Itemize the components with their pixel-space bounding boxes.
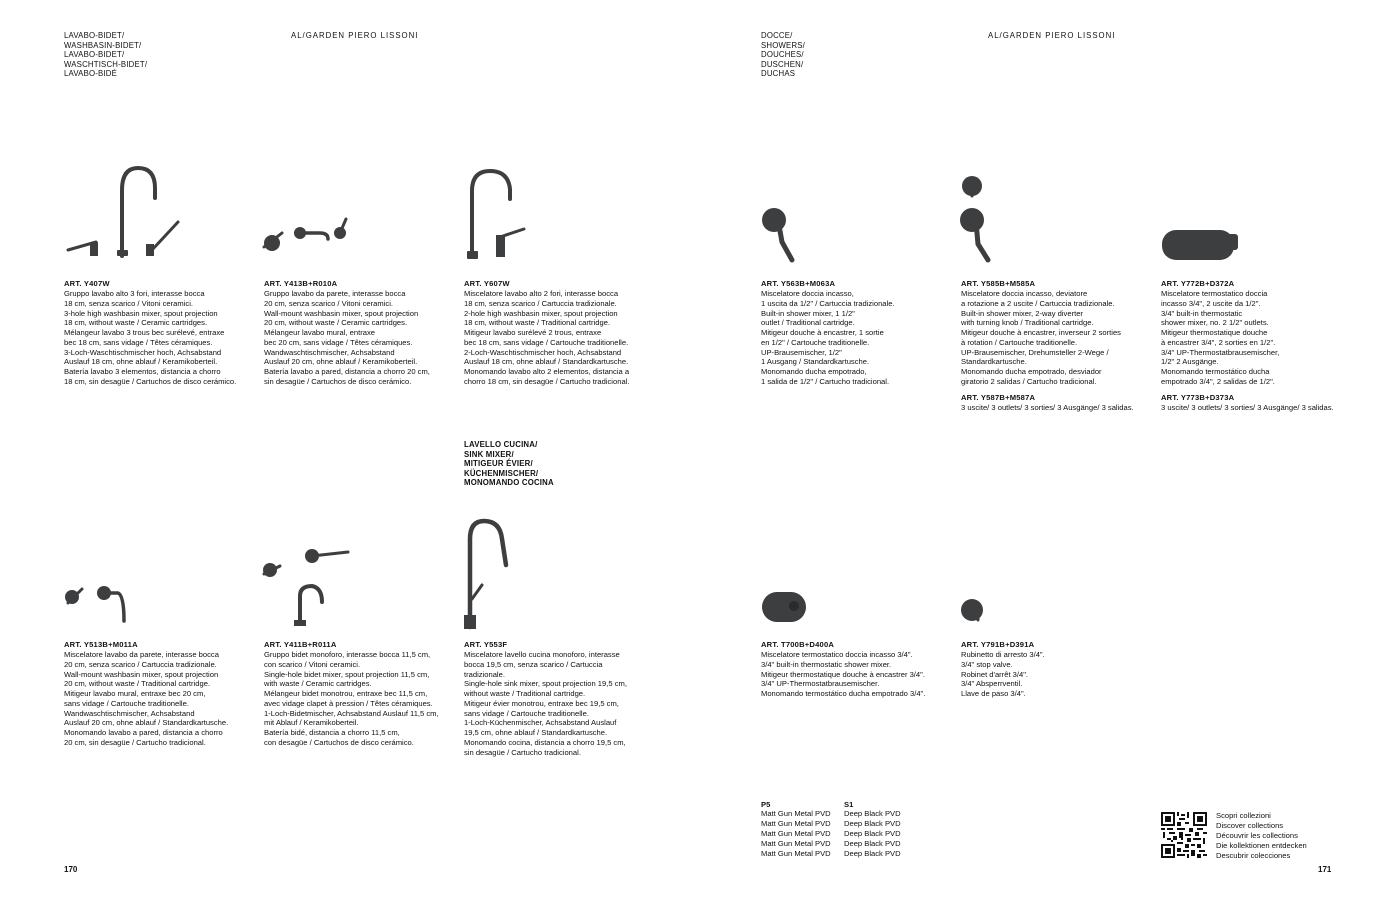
product-t700b — [761, 640, 925, 699]
product-art: ART. Y563B+M063A — [761, 279, 836, 288]
product-art: ART. Y607W — [464, 279, 510, 288]
product-desc: Miscelatore termostatico doccia incasso 3/4", 2 uscite da 1/2". 3/4" built-in thermostatic shower mixer, no. 2 1/2" outlets. Mitigeur thermostatique douche à encastrer 3/4", 2 sorties en 1/2". 3/4" UP-Thermostatbrausemischer, 1/2" 2 Ausgänge. Monomando termostático ducha empotrado 3/4", 2 salidas de 1/2". — [1161, 289, 1280, 386]
product-y411b — [264, 640, 439, 748]
product-image-t700b — [758, 586, 813, 628]
product-art: ART. Y411B+R011A — [264, 640, 337, 649]
finish-item: Deep Black PVD — [844, 809, 901, 818]
product-image-y413b — [258, 205, 348, 260]
finish-item: Matt Gun Metal PVD — [761, 818, 831, 828]
finish-item: Matt Gun Metal PVD — [761, 809, 831, 818]
product-desc: Gruppo bidet monoforo, interasse bocca 11,5 cm, con scarico / Vitoni ceramici. Single-hole bidet mixer, spout projection 11,5 cm, with waste / Ceramic cartridges. Mélangeur bidet monotrou, entraxe bec 11,5 cm, avec vidage clapet à pression / Têtes céramiques. 1-Loch-Bidetmischer, Achsabstand Auslauf 11,5 cm, mit Ablauf / Keramikoberteil. Batería bidé, distancia a chorro 11,5 cm, con desagüe / Cartuchos de disco cerámico. — [264, 650, 439, 747]
finish-item: Matt Gun Metal PVD — [761, 838, 831, 848]
product-image-y563b — [758, 202, 798, 267]
product-variant-art: ART. Y773B+D373A — [1161, 392, 1235, 402]
product-desc: Gruppo lavabo alto 3 fori, interasse bocca 18 cm, senza scarico / Vitoni ceramici. 3-hole high washbasin mixer, spout projection 18 cm, without waste / Ceramic cartridges. Mélangeur lavabo 3 trous bec surélevé, entraxe bec 18 cm, sans vidage / Têtes céramiques. 3-Loch-Waschtischmischer hoch, Achsabstand Auslauf 18 cm, ohne ablauf / Keramikoberteil. Batería lavabo 3 elementos, distancia a chorro 18 cm, sin desagüe / Cartuchos de disco cerámico. — [64, 289, 237, 386]
product-art: ART. Y585B+M585A — [961, 279, 1036, 288]
product-desc: Miscelatore doccia incasso, deviatore a rotazione a 2 uscite / Cartuccia tradizionale. Built-in shower mixer, 2-way diverter with turning knob / Traditional cartridge. Mitigeur douche à encastrer, inverseur 2 sorties à rotation / Cartouche traditionelle. UP-Brausemischer, Drehumsteller 2-Wege / Standardkartusche. Monomando ducha empotrado, desviador giratorio 2 salidas / Cartucho tradicional. — [961, 289, 1121, 386]
product-y791b — [961, 640, 1045, 699]
product-art: ART. Y553F — [464, 640, 508, 649]
finish-item: Deep Black PVD — [844, 848, 901, 858]
product-variant-desc: 3 uscite/ 3 outlets/ 3 sorties/ 3 Ausgänge/ 3 salidas. — [961, 402, 1134, 412]
brand-label-left: AL/GARDEN PIERO LISSONI — [291, 31, 419, 40]
qr-code[interactable] — [1161, 812, 1207, 858]
qr-caption: Scopri collezioni Discover collections Découvrir les collections Die kollektionen entdecken Descubrir colecciones — [1216, 811, 1307, 860]
section-title-sink: LAVELLO CUCINA/ SINK MIXER/ MITIGEUR ÉVIER/ KÜCHENMISCHER/ MONOMANDO COCINA — [464, 440, 554, 488]
product-image-y513b — [60, 575, 135, 630]
product-variant-desc: 3 uscite/ 3 outlets/ 3 sorties/ 3 Ausgänge/ 3 salidas. — [1161, 402, 1334, 412]
finish-item: Deep Black PVD — [844, 838, 901, 848]
finish-column-s1 — [844, 800, 901, 859]
product-image-y553f — [460, 515, 520, 630]
product-desc: Rubinetto di arresto 3/4". 3/4" stop valve. Robinet d'arrêt 3/4". 3/4" Absperrventil. Llave de paso 3/4". — [961, 650, 1045, 698]
product-y772b — [1161, 279, 1334, 412]
section-title-washbasin: LAVABO-BIDET/ WASHBASIN-BIDET/ LAVABO-BIDET/ WASCHTISCH-BIDET/ LAVABO-BIDÉ — [64, 31, 148, 79]
finish-item: Matt Gun Metal PVD — [761, 828, 831, 838]
finish-column-p5 — [761, 800, 831, 859]
finish-code: P5 — [761, 800, 771, 809]
product-desc: Miscelatore lavabo da parete, interasse bocca 20 cm, senza scarico / Cartuccia tradizionale. Wall-mount washbasin mixer, spout projection 20 cm, without waste / Traditional cartridge. Mitigeur lavabo mural, entraxe bec 20 cm, sans vidage / Cartouche traditionelle. Wandwaschtischmischer, Achsabstand Auslauf 20 cm, ohne ablauf / Standardkartusche. Monomando lavabo a pared, distancia a chorro 20 cm, sin desagüe / Cartucho tradicional. — [64, 650, 229, 747]
product-y585b — [961, 279, 1134, 412]
product-image-y791b — [958, 594, 992, 628]
product-art: ART. Y407W — [64, 279, 110, 288]
finish-item: Deep Black PVD — [844, 818, 901, 828]
finish-code: S1 — [844, 800, 854, 809]
product-desc: Miscelatore termostatico doccia incasso 3/4". 3/4" built-in thermostatic shower mixer. Mitigeur thermostatique douche à encastrer 3/4". 3/4" UP-Thermostatbrausemischer. Monomando termostático ducha empotrado 3/4". — [761, 650, 926, 698]
product-image-y607w — [462, 165, 537, 265]
product-art: ART. T700B+D400A — [761, 640, 835, 649]
product-variant-art: ART. Y587B+M587A — [961, 392, 1036, 402]
page-number-right: 171 — [1318, 865, 1332, 874]
product-y407w — [64, 279, 236, 387]
brand-label-right: AL/GARDEN PIERO LISSONI — [988, 31, 1116, 40]
product-art: ART. Y513B+M011A — [64, 640, 138, 649]
product-image-y772b — [1158, 224, 1243, 266]
product-art: ART. Y772B+D372A — [1161, 279, 1235, 288]
page-number-left: 170 — [64, 865, 78, 874]
product-art: ART. Y791B+D391A — [961, 640, 1035, 649]
product-image-y407w — [60, 160, 185, 260]
product-art: ART. Y413B+R010A — [264, 279, 338, 288]
product-image-y411b — [260, 540, 355, 635]
product-y607w — [464, 279, 629, 387]
product-image-y585b — [958, 172, 998, 267]
product-desc: Miscelatore lavello cucina monoforo, interasse bocca 19,5 cm, senza scarico / Cartuccia tradizionale. Single-hole sink mixer, spout projection 19,5 cm, without waste / Traditional cartridge. Mitigeur évier monotrou, entraxe bec 19,5 cm, sans vidage / Cartouche traditionelle. 1-Loch-Küchenmischer, Achsabstand Auslauf 19,5 cm, ohne ablauf / Standardkartusche. Monomando cocina, distancia a chorro 19,5 cm, sin desagüe / Cartucho tradicional. — [464, 650, 627, 757]
product-y563b — [761, 279, 895, 387]
product-desc: Miscelatore doccia incasso, 1 uscita da 1/2" / Cartuccia tradizionale. Built-in shower mixer, 1 1/2" outlet / Traditional cartridge. Mitigeur douche à encastrer, 1 sortie en 1/2" / Cartouche traditionelle. UP-Brausemischer, 1/2" 1 Ausgang / Standardkartusche. Monomando ducha empotrado, 1 salida de 1/2" / Cartucho tradicional. — [761, 289, 895, 386]
product-desc: Gruppo lavabo da parete, interasse bocca 20 cm, senza scarico / Vitoni ceramici. Wall-mount washbasin mixer, spout projection 20 cm, without waste / Ceramic cartridges. Mélangeur lavabo mural, entraxe bec 20 cm, sans vidage / Têtes céramiques. Wandwaschtischmischer, Achsabstand Auslauf 20 cm, ohne ablauf / Keramikoberteil. Batería lavabo a pared, distancia a chorro 20 cm, sin desagüe / Cartuchos de disco cerámico. — [264, 289, 430, 386]
section-title-showers: DOCCE/ SHOWERS/ DOUCHES/ DUSCHEN/ DUCHAS — [761, 31, 806, 79]
finish-item: Matt Gun Metal PVD — [761, 848, 831, 858]
finish-item: Deep Black PVD — [844, 828, 901, 838]
product-desc: Miscelatore lavabo alto 2 fori, interasse bocca 18 cm, senza scarico / Cartuccia tradizionale. 2-hole high washbasin mixer, spout projection 18 cm, without waste / Traditional cartridge. Mitigeur lavabo surélevé 2 trous, entraxe bec 18 cm, sans vidage / Cartouche traditionelle. 2-Loch-Waschtischmischer hoch, Achsabstand Auslauf 18 cm, ohne ablauf / Standardkartusche. Monomando lavabo alto 2 elementos, distancia a chorro 18 cm, sin desagüe / Cartucho tradicional. — [464, 289, 630, 386]
product-y513b — [64, 640, 228, 748]
product-y413b — [264, 279, 430, 387]
product-y553f — [464, 640, 627, 757]
